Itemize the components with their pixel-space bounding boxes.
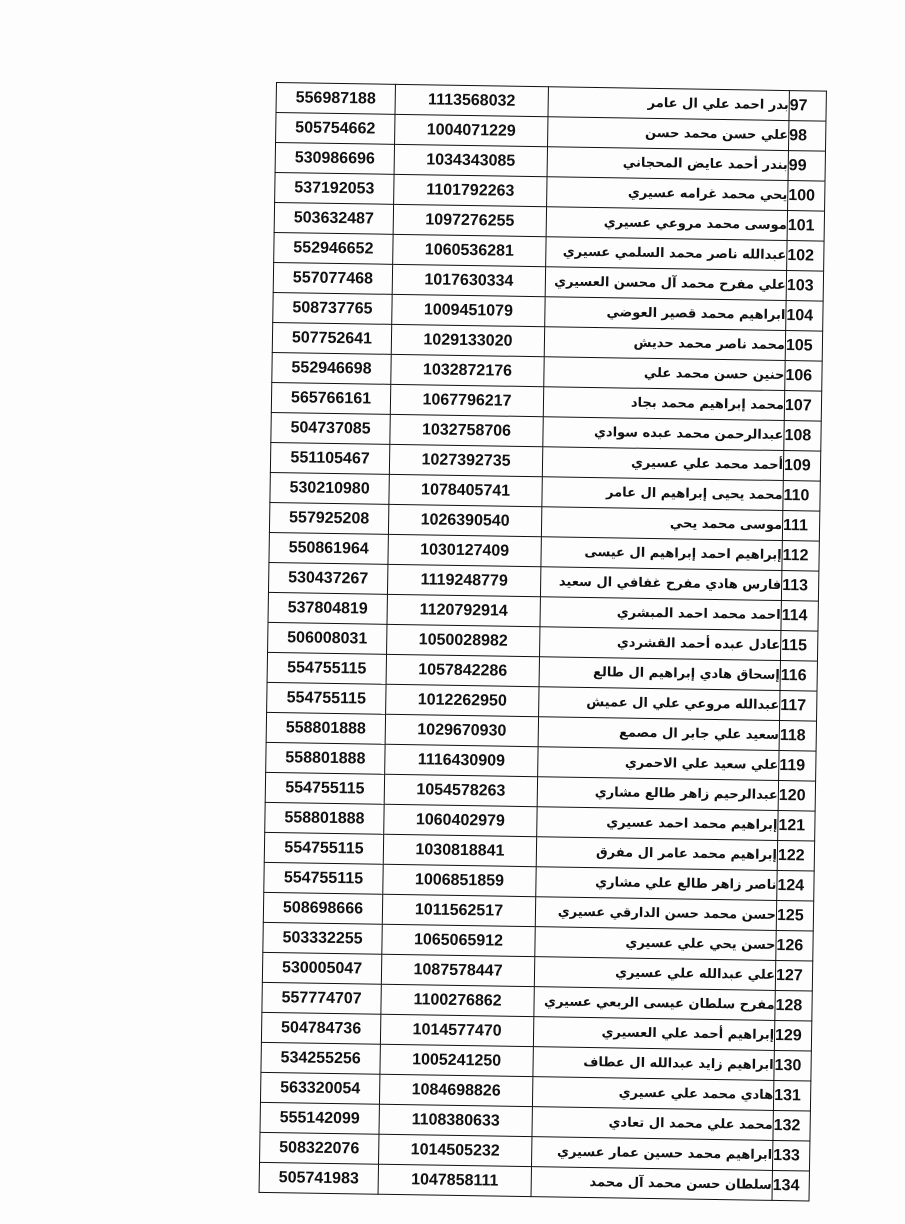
name-cell: عبدالرحمن محمد عبده سوادي bbox=[543, 417, 784, 451]
row-number-cell: 99 bbox=[788, 151, 825, 182]
phone-cell: 508737765 bbox=[273, 292, 392, 324]
row-number-cell: 98 bbox=[788, 121, 825, 152]
id-number-cell: 1057842286 bbox=[386, 654, 539, 686]
row-number-cell: 131 bbox=[773, 1080, 810, 1111]
name-cell: حسن محمد حسن الدارقي عسيري bbox=[535, 897, 776, 931]
phone-cell: 556987188 bbox=[276, 83, 395, 115]
phone-cell: 552946698 bbox=[272, 352, 391, 384]
name-cell: محمد علي محمد ال تعادي bbox=[532, 1107, 773, 1141]
id-number-cell: 1030818841 bbox=[383, 834, 536, 866]
id-number-cell: 1014505232 bbox=[379, 1134, 532, 1166]
name-cell: مفرح سلطان عيسى الربعي عسيري bbox=[534, 987, 775, 1021]
row-number-cell: 102 bbox=[787, 241, 824, 272]
phone-cell: 530986696 bbox=[275, 143, 394, 175]
name-cell: هادي محمد علي عسيري bbox=[532, 1077, 773, 1111]
row-number-cell: 115 bbox=[780, 630, 817, 661]
phone-cell: 554755115 bbox=[265, 772, 384, 804]
phone-cell: 503632487 bbox=[274, 202, 393, 234]
id-number-cell: 1014577470 bbox=[380, 1014, 533, 1046]
name-cell: علي سعيد علي الاحمري bbox=[538, 747, 779, 781]
id-number-cell: 1030127409 bbox=[388, 534, 541, 566]
row-number-cell: 124 bbox=[777, 870, 814, 901]
row-number-cell: 130 bbox=[774, 1050, 811, 1081]
name-cell: إبراهيم أحمد علي العسيري bbox=[533, 1017, 774, 1051]
name-cell: ابراهيم زايد عبدالله ال عطاف bbox=[533, 1047, 774, 1081]
row-number-cell: 126 bbox=[776, 930, 813, 961]
phone-cell: 530005047 bbox=[262, 952, 381, 984]
id-number-cell: 1032758706 bbox=[390, 414, 543, 446]
id-number-cell: 1116430909 bbox=[385, 744, 538, 776]
id-number-cell: 1084698826 bbox=[379, 1074, 532, 1106]
phone-cell: 551105467 bbox=[270, 442, 389, 474]
id-number-cell: 1078405741 bbox=[389, 474, 542, 506]
phone-cell: 537192053 bbox=[275, 172, 394, 204]
row-number-cell: 105 bbox=[785, 331, 822, 362]
phone-cell: 504784736 bbox=[261, 1012, 380, 1044]
name-cell: محمد إبراهيم محمد بجاد bbox=[543, 387, 784, 421]
id-number-cell: 1004071229 bbox=[395, 114, 548, 146]
phone-cell: 503332255 bbox=[263, 922, 382, 954]
phone-cell: 554755115 bbox=[264, 862, 383, 894]
id-number-cell: 1087578447 bbox=[381, 954, 534, 986]
phone-cell: 507752641 bbox=[272, 322, 391, 354]
id-number-cell: 1017630334 bbox=[392, 264, 545, 296]
id-number-cell: 1029133020 bbox=[391, 324, 544, 356]
name-cell: محمد ناصر محمد حديش bbox=[544, 327, 785, 361]
name-cell: حسن يحي علي عسيري bbox=[535, 927, 776, 961]
phone-cell: 505754662 bbox=[276, 113, 395, 145]
phone-cell: 555142099 bbox=[260, 1102, 379, 1134]
name-cell: علي عبدالله علي عسيري bbox=[534, 957, 775, 991]
id-number-cell: 1034343085 bbox=[394, 144, 547, 176]
phone-cell: 504737085 bbox=[271, 412, 390, 444]
id-number-cell: 1009451079 bbox=[392, 294, 545, 326]
row-number-cell: 120 bbox=[778, 780, 815, 811]
row-number-cell: 110 bbox=[783, 481, 820, 512]
row-number-cell: 107 bbox=[784, 391, 821, 422]
name-cell: علي مفرح محمد آل محسن العسيري bbox=[545, 267, 786, 301]
row-number-cell: 97 bbox=[789, 91, 826, 122]
name-cell: علي حسن محمد حسن bbox=[548, 117, 789, 151]
row-number-cell: 132 bbox=[773, 1110, 810, 1141]
row-number-cell: 109 bbox=[783, 451, 820, 482]
phone-cell: 537804819 bbox=[268, 592, 387, 624]
phone-cell: 530437267 bbox=[268, 562, 387, 594]
id-number-cell: 1101792263 bbox=[394, 174, 547, 206]
phone-cell: 530210980 bbox=[270, 472, 389, 504]
id-number-cell: 1050028982 bbox=[387, 624, 540, 656]
name-cell: ابراهيم محمد حسين عمار عسيري bbox=[531, 1137, 772, 1171]
row-number-cell: 119 bbox=[779, 750, 816, 781]
name-cell: سعيد علي جابر ال مصمع bbox=[538, 717, 779, 751]
name-cell: ناصر زاهر طالع علي مشاري bbox=[536, 867, 777, 901]
name-cell: عبدالله مروعي علي ال عميش bbox=[539, 687, 780, 721]
id-number-cell: 1005241250 bbox=[380, 1044, 533, 1076]
name-cell: سلطان حسن محمد آل محمد bbox=[531, 1167, 772, 1201]
name-cell: يحي محمد غرامه عسيري bbox=[547, 177, 788, 211]
row-number-cell: 108 bbox=[784, 421, 821, 452]
phone-cell: 505741983 bbox=[259, 1162, 378, 1194]
row-number-cell: 112 bbox=[782, 541, 819, 572]
name-cell: احمد محمد احمد المبشري bbox=[540, 597, 781, 631]
row-number-cell: 122 bbox=[777, 840, 814, 871]
row-number-cell: 128 bbox=[775, 990, 812, 1021]
id-number-cell: 1027392735 bbox=[389, 444, 542, 476]
phone-cell: 506008031 bbox=[268, 622, 387, 654]
name-cell: عادل عبده أحمد القشردي bbox=[540, 627, 781, 661]
id-number-cell: 1097276255 bbox=[393, 204, 546, 236]
row-number-cell: 134 bbox=[772, 1170, 809, 1201]
id-number-cell: 1047858111 bbox=[378, 1164, 531, 1196]
name-cell: موسى محمد مروعي عسيري bbox=[546, 207, 787, 241]
roster-table-wrapper bbox=[259, 82, 822, 1201]
id-number-cell: 1120792914 bbox=[387, 594, 540, 626]
id-number-cell: 1060536281 bbox=[393, 234, 546, 266]
row-number-cell: 125 bbox=[776, 900, 813, 931]
name-cell: حنين حسن محمد علي bbox=[544, 357, 785, 391]
row-number-cell: 104 bbox=[786, 301, 823, 332]
phone-cell: 508322076 bbox=[260, 1132, 379, 1164]
id-number-cell: 1011562517 bbox=[382, 894, 535, 926]
name-cell: إبراهيم احمد إبراهيم ال عيسى bbox=[541, 537, 782, 571]
id-number-cell: 1006851859 bbox=[383, 864, 536, 896]
id-number-cell: 1026390540 bbox=[388, 504, 541, 536]
phone-cell: 557077468 bbox=[273, 262, 392, 294]
name-cell: بدر احمد علي ال عامر bbox=[548, 87, 789, 121]
phone-cell: 558801888 bbox=[265, 802, 384, 834]
phone-cell: 557774707 bbox=[262, 982, 381, 1014]
name-cell: موسى محمد يحي bbox=[541, 507, 782, 541]
name-cell: إسحاق هادي إبراهيم ال طالع bbox=[539, 657, 780, 691]
name-cell: إبراهيم محمد احمد عسيري bbox=[537, 807, 778, 841]
row-number-cell: 121 bbox=[778, 810, 815, 841]
row-number-cell: 106 bbox=[785, 361, 822, 392]
phone-cell: 563320054 bbox=[260, 1072, 379, 1104]
name-cell: عبدالرحيم زاهر طالع مشاري bbox=[537, 777, 778, 811]
phone-cell: 534255256 bbox=[261, 1042, 380, 1074]
row-number-cell: 133 bbox=[772, 1140, 809, 1171]
phone-cell: 554755115 bbox=[267, 682, 386, 714]
name-cell: عبدالله ناصر محمد السلمي عسيري bbox=[546, 237, 787, 271]
name-cell: أحمد محمد علي عسيري bbox=[542, 447, 783, 481]
name-cell: محمد يحيى إبراهيم ال عامر bbox=[542, 477, 783, 511]
phone-cell: 554755115 bbox=[267, 652, 386, 684]
name-cell: فارس هادي مفرح غفافي ال سعيد bbox=[540, 567, 781, 601]
id-number-cell: 1100276862 bbox=[381, 984, 534, 1016]
row-number-cell: 116 bbox=[780, 660, 817, 691]
row-number-cell: 100 bbox=[788, 181, 825, 212]
phone-cell: 550861964 bbox=[269, 532, 388, 564]
roster-table-body bbox=[259, 83, 826, 1202]
id-number-cell: 1012262950 bbox=[386, 684, 539, 716]
id-number-cell: 1060402979 bbox=[384, 804, 537, 836]
id-number-cell: 1029670930 bbox=[385, 714, 538, 746]
id-number-cell: 1032872176 bbox=[391, 354, 544, 386]
row-number-cell: 111 bbox=[782, 511, 819, 542]
phone-cell: 557925208 bbox=[269, 502, 388, 534]
name-cell: ابراهيم محمد قصير العوضي bbox=[545, 297, 786, 331]
row-number-cell: 114 bbox=[781, 601, 818, 632]
phone-cell: 565766161 bbox=[271, 382, 390, 414]
row-number-cell: 118 bbox=[779, 720, 816, 751]
row-number-cell: 101 bbox=[787, 211, 824, 242]
id-number-cell: 1054578263 bbox=[384, 774, 537, 806]
name-cell: إبراهيم محمد عامر ال مفرق bbox=[536, 837, 777, 871]
roster-table bbox=[259, 82, 827, 1202]
name-cell: بندر أحمد عايض المحجاني bbox=[547, 147, 788, 181]
phone-cell: 558801888 bbox=[266, 742, 385, 774]
id-number-cell: 1065065912 bbox=[382, 924, 535, 956]
id-number-cell: 1113568032 bbox=[395, 84, 548, 116]
phone-cell: 558801888 bbox=[266, 712, 385, 744]
row-number-cell: 113 bbox=[781, 571, 818, 602]
id-number-cell: 1067796217 bbox=[390, 384, 543, 416]
phone-cell: 508698666 bbox=[263, 892, 382, 924]
phone-cell: 552946652 bbox=[274, 232, 393, 264]
phone-cell: 554755115 bbox=[264, 832, 383, 864]
row-number-cell: 127 bbox=[775, 960, 812, 991]
row-number-cell: 129 bbox=[774, 1020, 811, 1051]
id-number-cell: 1108380633 bbox=[379, 1104, 532, 1136]
id-number-cell: 1119248779 bbox=[387, 564, 540, 596]
row-number-cell: 103 bbox=[786, 271, 823, 302]
row-number-cell: 117 bbox=[780, 690, 817, 721]
